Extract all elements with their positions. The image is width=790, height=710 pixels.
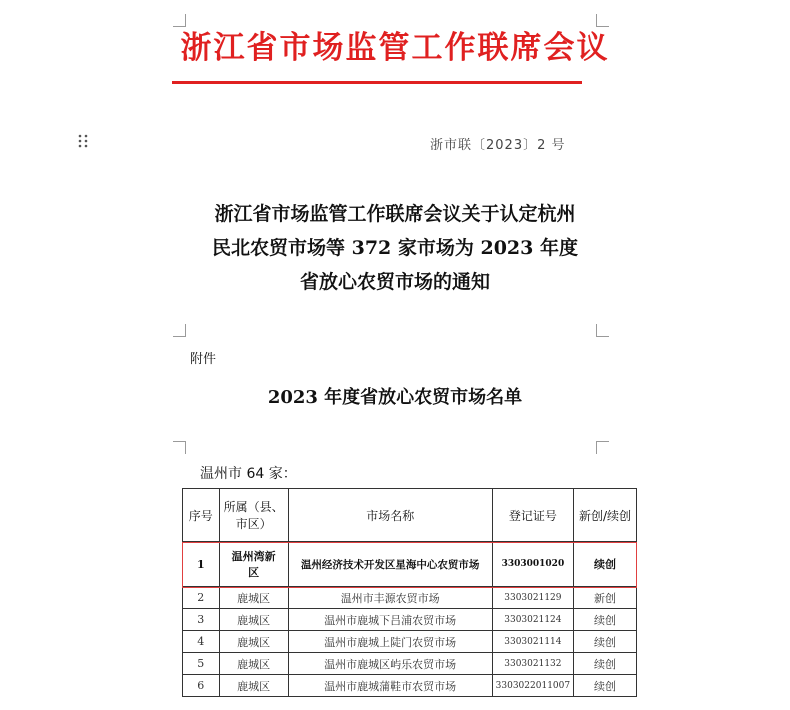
cell-district[interactable]: 鹿城区: [219, 653, 288, 675]
page-corner-mark: [596, 441, 609, 454]
cell-index[interactable]: 3: [183, 609, 220, 631]
cell-type[interactable]: 续创: [574, 631, 637, 653]
cell-registration-code[interactable]: 3303022011007: [492, 675, 573, 697]
page-corner-mark: [596, 14, 609, 27]
market-table: [182, 488, 637, 697]
header-market-name: 市场名称: [288, 489, 492, 542]
header-index: 序号: [183, 489, 220, 542]
table-row[interactable]: [183, 587, 637, 609]
table-header-row: [183, 489, 637, 542]
header-red-rule: [172, 81, 582, 84]
list-title: 2023 年度省放心农贸市场名单: [267, 387, 523, 408]
cell-registration-code[interactable]: 3303021132: [492, 653, 573, 675]
table-row[interactable]: [183, 631, 637, 653]
table-row[interactable]: [183, 675, 637, 697]
cell-registration-code[interactable]: 3303021114: [492, 631, 573, 653]
cell-index[interactable]: 5: [183, 653, 220, 675]
cell-registration-code[interactable]: 3303021129: [492, 587, 573, 609]
page-corner-mark: [173, 441, 186, 454]
cell-type[interactable]: 续创: [574, 609, 637, 631]
cell-type[interactable]: 续创: [574, 675, 637, 697]
document-header-title: 浙江省市场监管工作联席会议: [180, 30, 610, 66]
header-registration-code: 登记证号: [492, 489, 573, 542]
document-title: [0, 197, 790, 299]
page-corner-mark: [596, 324, 609, 337]
cell-district[interactable]: 鹿城区: [219, 587, 288, 609]
table-row[interactable]: [183, 609, 637, 631]
cell-registration-code[interactable]: 3303021124: [492, 609, 573, 631]
cell-index[interactable]: 4: [183, 631, 220, 653]
cell-market-name[interactable]: 温州市鹿城上陡门农贸市场: [288, 631, 492, 653]
cell-registration-code[interactable]: 3303001020: [492, 542, 573, 587]
cell-index[interactable]: 2: [183, 587, 220, 609]
city-count: 温州市 64 家：: [200, 466, 297, 482]
document-title-line1: 浙江省市场监管工作联席会议关于认定杭州: [214, 203, 576, 225]
cell-district[interactable]: [219, 542, 288, 587]
page-corner-mark: [173, 324, 186, 337]
cell-type[interactable]: 续创: [574, 653, 637, 675]
document-title-line2: 民北农贸市场等 372 家市场为 2023 年度: [211, 237, 578, 259]
document-title-line3: 省放心农贸市场的通知: [299, 271, 490, 293]
cell-index[interactable]: 1: [183, 542, 220, 587]
cell-district[interactable]: 鹿城区: [219, 675, 288, 697]
document-number: 浙市联〔2023〕2 号: [430, 138, 566, 153]
header-district-line2: 市区）: [235, 517, 272, 531]
cell-district[interactable]: 鹿城区: [219, 609, 288, 631]
cell-market-name[interactable]: 温州市鹿城下吕浦农贸市场: [288, 609, 492, 631]
header-district: [219, 489, 288, 542]
table-row[interactable]: [183, 653, 637, 675]
cell-type[interactable]: 续创: [574, 542, 637, 587]
cell-type[interactable]: 新创: [574, 587, 637, 609]
cell-market-name[interactable]: 温州经济技术开发区星海中心农贸市场: [288, 542, 492, 587]
cell-index[interactable]: 6: [183, 675, 220, 697]
cell-market-name[interactable]: 温州市鹿城区屿乐农贸市场: [288, 653, 492, 675]
cell-district[interactable]: 鹿城区: [219, 631, 288, 653]
drag-handle-icon[interactable]: [76, 134, 90, 148]
cell-district-line1: 温州湾新: [231, 550, 276, 563]
attachment-label: 附件: [190, 352, 217, 367]
table-row[interactable]: [183, 542, 637, 587]
cell-district-line2: 区: [248, 566, 260, 579]
cell-market-name[interactable]: 温州市鹿城蒲鞋市农贸市场: [288, 675, 492, 697]
header-district-line1: 所属（县、: [223, 500, 284, 514]
cell-market-name[interactable]: 温州市丰源农贸市场: [288, 587, 492, 609]
header-new-or-renewed: 新创/续创: [574, 489, 637, 542]
page-corner-mark: [173, 14, 186, 27]
